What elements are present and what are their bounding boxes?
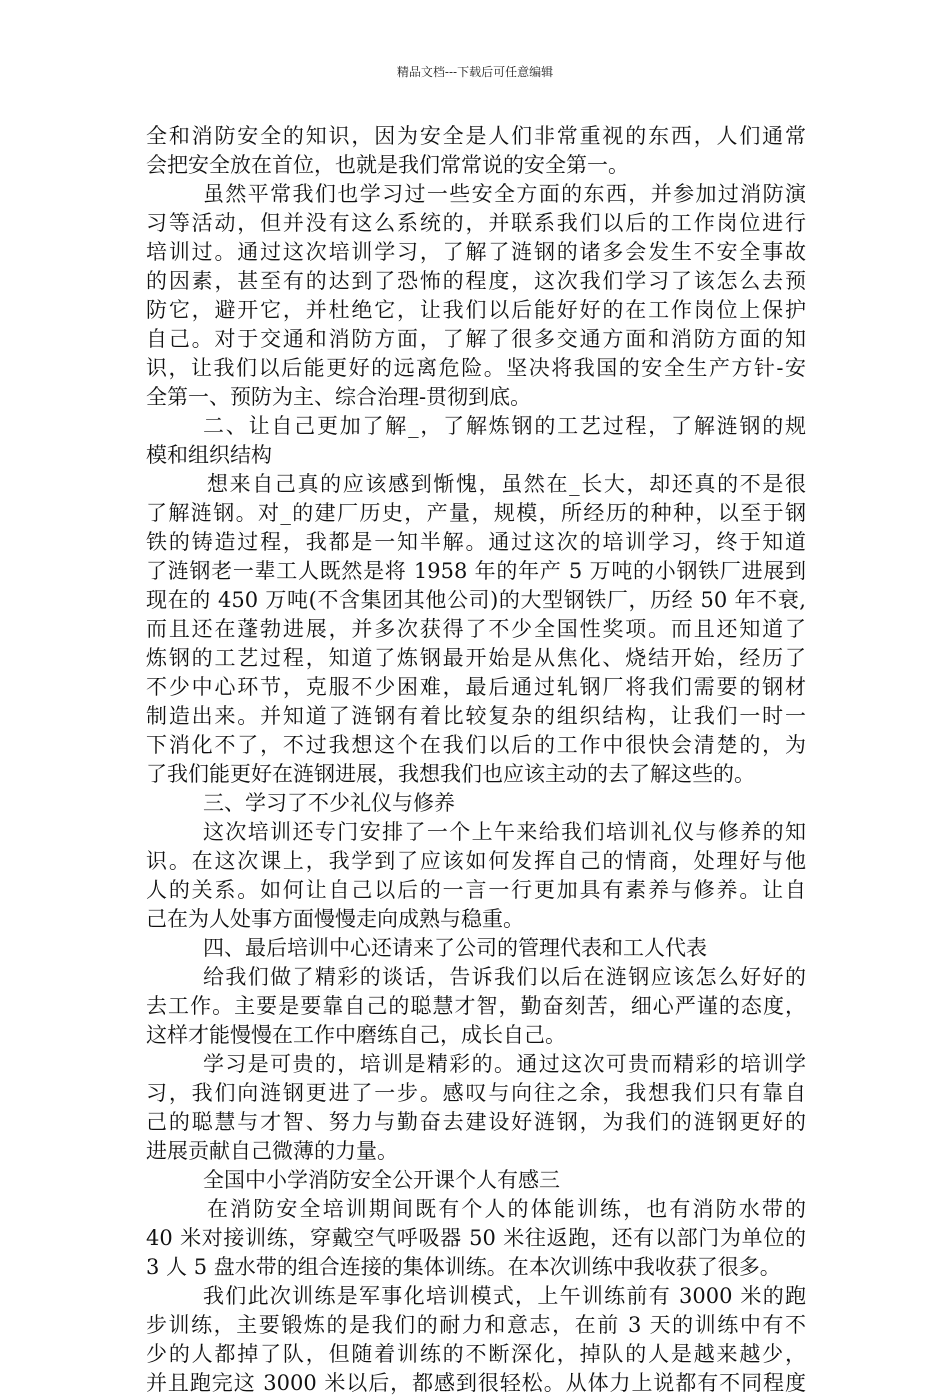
text-line: 全第一、预防为主、综合治理-贯彻到底。 <box>146 385 532 409</box>
text-line: 步训练，主要锻炼的是我们的耐力和意志，在前 3 天的训练中有不 <box>146 1313 806 1337</box>
text-line: 了解涟钢。对_的建厂历史，产量，规模，所经历的种种，以至于钢 <box>146 501 806 525</box>
text-line: 了涟钢老一辈工人既然是将 1958 年的年产 5 万吨的小钢铁厂进展到 <box>146 559 806 583</box>
text-line: 自己。对于交通和消防方面，了解了很多交通方面和消防方面的知 <box>146 327 806 351</box>
text-line: 四、最后培训中心还请来了公司的管理代表和工人代表 <box>203 936 707 960</box>
text-line: 模和组织结构 <box>146 443 272 467</box>
text-line: 己在为人处事方面慢慢走向成熟与稳重。 <box>146 907 524 931</box>
text-line: 下消化不了，不过我想这个在我们以后的工作中很快会清楚的，为 <box>146 733 806 757</box>
text-line: 了我们能更好在涟钢进展，我想我们也应该主动的去了解这些的。 <box>146 762 755 786</box>
text-line: 40 米对接训练，穿戴空气呼吸器 50 米往返跑，还有以部门为单位的 <box>146 1226 806 1250</box>
text-line: 想来自己真的应该感到惭愧，虽然在_长大，却还真的不是很 <box>207 472 806 496</box>
page-header: 精品文档---下载后可任意编辑 <box>396 65 554 79</box>
document-body <box>146 122 806 1398</box>
text-line: 给我们做了精彩的谈话，告诉我们以后在涟钢应该怎么好好的 <box>203 965 806 989</box>
text-line: 识，让我们以后能更好的远离危险。坚决将我国的安全生产方针-安 <box>146 356 806 380</box>
text-line: 三、学习了不少礼仪与修养 <box>203 791 455 815</box>
text-line: 3 人 5 盘水带的组合连接的集体训练。在本次训练中我收获了很多。 <box>146 1255 781 1279</box>
text-line: 进展贡献自己微薄的力量。 <box>146 1139 398 1163</box>
text-line: 防它，避开它，并杜绝它，让我们以后能好好的在工作岗位上保护 <box>146 298 806 322</box>
text-line: 并且跑完这 3000 米以后，都感到很轻松。从体力上说都有不同程度 <box>146 1371 806 1395</box>
text-line: 在消防安全培训期间既有个人的体能训练，也有消防水带的 <box>207 1197 806 1221</box>
text-line: 的因素，甚至有的达到了恐怖的程度，这次我们学习了该怎么去预 <box>146 269 806 293</box>
text-line: 这次培训还专门安排了一个上午来给我们培训礼仪与修养的知 <box>203 820 806 844</box>
text-line: 少的人都掉了队，但随着训练的不断深化，掉队的人是越来越少， <box>146 1342 806 1366</box>
text-line: 识。在这次课上，我学到了应该如何发挥自己的情商，处理好与他 <box>146 849 806 873</box>
text-line: 炼钢的工艺过程，知道了炼钢最开始是从焦化、烧结开始，经历了 <box>146 646 806 670</box>
text-line: 全国中小学消防安全公开课个人有感三 <box>203 1168 560 1192</box>
text-line: 现在的 450 万吨(不含集团其他公司)的大型钢铁厂，历经 50 年不衰, <box>146 588 806 612</box>
text-line: 己的聪慧与才智、努力与勤奋去建设好涟钢，为我们的涟钢更好的 <box>146 1110 806 1134</box>
text-line: 习，我们向涟钢更进了一步。感叹与向往之余，我想我们只有靠自 <box>146 1081 806 1105</box>
text-line: 铁的铸造过程，我都是一知半解。通过这次的培训学习，终于知道 <box>146 530 806 554</box>
text-line: 培训过。通过这次培训学习，了解了涟钢的诸多会发生不安全事故 <box>146 240 806 264</box>
text-line: 二、让自己更加了解_，了解炼钢的工艺过程，了解涟钢的规 <box>203 414 806 438</box>
text-line: 会把安全放在首位，也就是我们常常说的安全第一。 <box>146 153 629 177</box>
text-line: 不少中心环节，克服不少困难，最后通过轧钢厂将我们需要的钢材 <box>146 675 806 699</box>
text-line: 而且还在蓬勃进展，并多次获得了不少全国性奖项。而且还知道了 <box>146 617 806 641</box>
text-line: 我们此次训练是军事化培训模式，上午训练前有 3000 米的跑 <box>203 1284 806 1308</box>
text-line: 去工作。主要是要靠自己的聪慧才智，勤奋刻苦，细心严谨的态度， <box>146 994 806 1018</box>
text-line: 学习是可贵的，培训是精彩的。通过这次可贵而精彩的培训学 <box>203 1052 806 1076</box>
text-line: 习等活动，但并没有这么系统的，并联系我们以后的工作岗位进行 <box>146 211 806 235</box>
text-line: 制造出来。并知道了涟钢有着比较复杂的组织结构，让我们一时一 <box>146 704 806 728</box>
text-line: 人的关系。如何让自己以后的一言一行更加具有素养与修养。让自 <box>146 878 806 902</box>
text-line: 虽然平常我们也学习过一些安全方面的东西，并参加过消防演 <box>203 182 806 206</box>
text-line: 这样才能慢慢在工作中磨练自己，成长自己。 <box>146 1023 566 1047</box>
text-line: 全和消防安全的知识，因为安全是人们非常重视的东西，人们通常 <box>146 124 806 148</box>
